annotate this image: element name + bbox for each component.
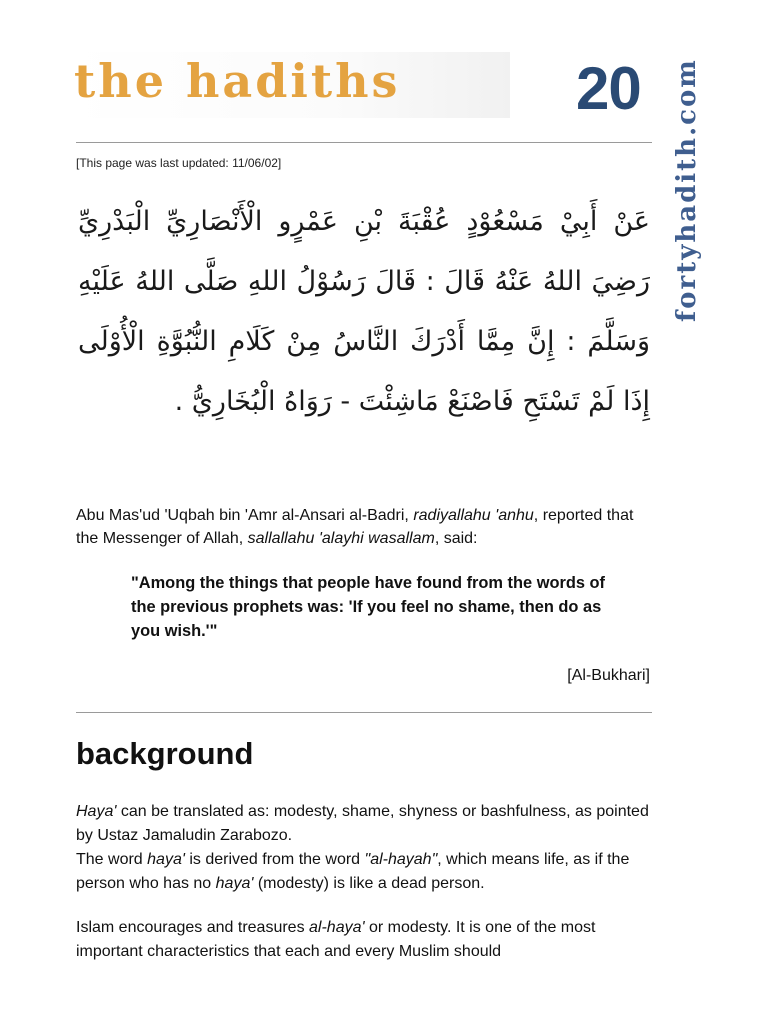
intro-text-3: , said:	[434, 530, 478, 547]
term-haya: Haya'	[76, 803, 117, 820]
term-haya-3: haya'	[215, 875, 254, 892]
term-al-hayah: "al-hayah"	[364, 851, 438, 868]
p2-text-2: or modesty. It is one of the most important characteristics that each and every Muslim should	[76, 919, 596, 960]
hadith-source: [Al-Bukhari]	[567, 667, 650, 684]
section-divider	[76, 712, 652, 713]
hadith-quote: "Among the things that people have found from the words of the previous prophets was: 'If you feel no shame, then do as you wish.'"	[131, 574, 605, 640]
last-updated-note: [This page was last updated: 11/06/02]	[76, 156, 282, 170]
top-divider	[76, 142, 652, 143]
background-paragraph-1	[76, 800, 656, 896]
site-name-text[interactable]: fortyhadith.com	[672, 58, 702, 322]
term-al-haya: al-haya'	[309, 919, 365, 936]
page-number: 20	[576, 55, 641, 122]
banner	[70, 52, 510, 118]
p1b-text-1: The word	[76, 851, 148, 868]
background-paragraph-2	[76, 916, 656, 964]
intro-text-1: Abu Mas'ud 'Uqbah bin 'Amr al-Ansari al-Badri,	[76, 507, 414, 524]
site-name-vertical[interactable]	[670, 52, 706, 352]
p1-text: can be translated as: modesty, shame, shyness or bashfulness, as pointed by Ustaz Jamaludin Zarabozo.	[76, 803, 649, 844]
p1b-text-3: , which means life, as if the person who has no	[76, 851, 630, 892]
intro-text-2: , reported that the Messenger of Allah,	[76, 507, 634, 547]
p1b-text-4: (modesty) is like a dead person.	[253, 875, 485, 892]
intro-honorific-2: sallallahu 'alayhi wasallam	[247, 530, 435, 547]
hadith-arabic-text: عَنْ أَبِيْ مَسْعُوْدٍ عُقْبَةَ بْنِ عَمْرٍو الْأَنْصَارِيِّ الْبَدْرِيِّ رَضِيَ اللهُ عَنْهُ قَالَ : قَالَ رَسُوْلُ اللهِ صَلَّى اللهُ عَلَيْهِ وَسَلَّمَ : إِنَّ مِمَّا أَدْرَكَ النَّاسُ مِنْ كَلَامِ النُّبُوَّةِ الْأُوْلَى إِذَا لَمْ تَسْتَحِ فَاصْنَعْ مَاشِئْتَ - رَوَاهُ الْبُخَارِيُّ .	[78, 206, 650, 417]
p1b-text-2: is derived from the word	[184, 851, 365, 868]
term-haya-2: haya'	[147, 851, 185, 868]
narrator-intro	[76, 504, 656, 550]
p2-text-1: Islam encourages and treasures	[76, 919, 310, 936]
intro-honorific-1: radiyallahu 'anhu	[413, 507, 534, 524]
section-heading: background	[76, 736, 254, 771]
banner-title: the hadiths	[74, 54, 401, 108]
